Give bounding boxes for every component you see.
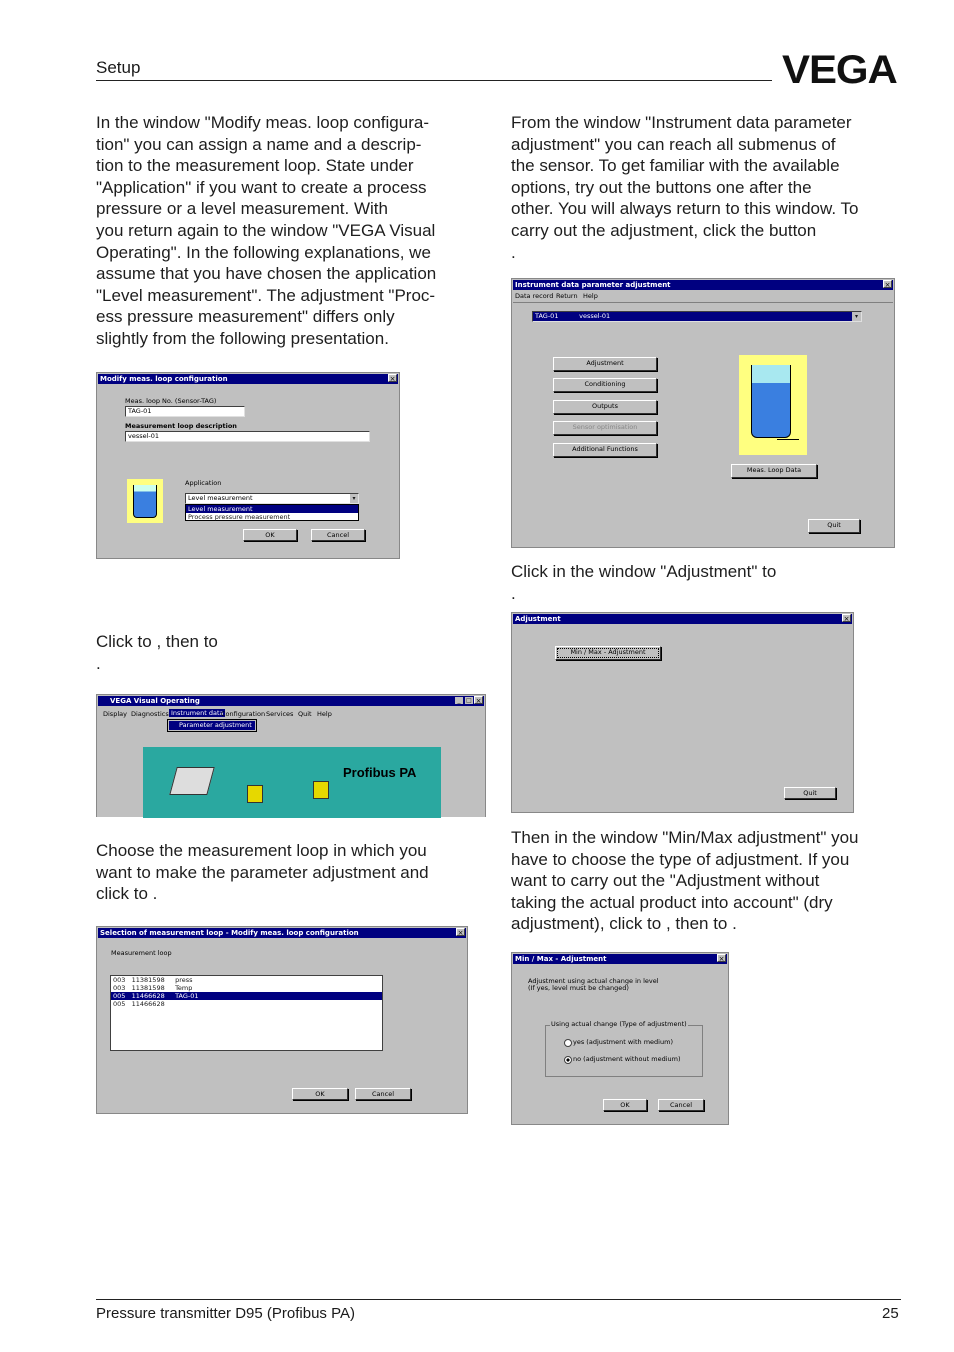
menu-diagnostics[interactable]: Diagnostics bbox=[131, 710, 169, 718]
banner-text: Profibus PA bbox=[343, 765, 417, 780]
param-adjust-window bbox=[511, 278, 895, 548]
no-label: no (adjustment without medium) bbox=[573, 1055, 681, 1063]
menu-help[interactable]: Help bbox=[317, 710, 332, 718]
desc-field[interactable]: vessel-01 bbox=[125, 431, 370, 442]
option-pressure[interactable]: Process pressure measurement bbox=[188, 513, 291, 521]
footer-rule bbox=[96, 1299, 901, 1300]
outputs-button[interactable]: Outputs bbox=[553, 400, 657, 414]
cancel-button[interactable]: Cancel bbox=[355, 1088, 411, 1100]
meas-loop-data-button[interactable]: Meas. Loop Data bbox=[731, 464, 817, 478]
close-icon[interactable]: × bbox=[475, 697, 482, 705]
right-paragraph-2: Click in the window "Adjustment" to . bbox=[511, 562, 777, 603]
list-item-selected[interactable]: 005 11466628 TAG-01 bbox=[111, 992, 382, 1000]
tank-icon bbox=[127, 479, 163, 523]
menu-return[interactable]: Return bbox=[556, 292, 578, 300]
close-icon[interactable]: × bbox=[884, 281, 891, 289]
additional-functions-button[interactable]: Additional Functions bbox=[553, 443, 657, 457]
menu-data-record[interactable]: Data record bbox=[515, 292, 554, 300]
list-item[interactable]: 003 11381598 Temp bbox=[113, 984, 193, 992]
header-section: Setup bbox=[96, 58, 141, 77]
option-level[interactable]: Level measurement bbox=[186, 505, 358, 513]
ok-button[interactable]: OK bbox=[603, 1099, 647, 1111]
radio-no-selected[interactable] bbox=[564, 1056, 572, 1064]
question-line-2: (If yes, level must be changed) bbox=[528, 984, 629, 992]
left-paragraph-3: Choose the measurement loop in which you want to make the parameter adjustment and click to . bbox=[96, 841, 429, 904]
ok-button[interactable]: OK bbox=[243, 529, 297, 541]
window-title: VEGA Visual Operating bbox=[98, 696, 484, 706]
window-title: Instrument data parameter adjustment bbox=[513, 280, 893, 290]
app-select[interactable]: Level measurement bbox=[185, 493, 359, 504]
menu-help[interactable]: Help bbox=[583, 292, 598, 300]
quit-button[interactable]: Quit bbox=[784, 787, 836, 799]
list-item[interactable]: 005 11466628 bbox=[113, 1000, 165, 1008]
chevron-down-icon[interactable]: ▾ bbox=[852, 312, 861, 321]
close-icon[interactable]: × bbox=[843, 615, 850, 623]
menu-instrument-data[interactable]: Instrument data bbox=[171, 709, 224, 717]
sensor-optimisation-button: Sensor optimisation bbox=[553, 421, 657, 435]
window-title: Modify meas. loop configuration bbox=[98, 374, 398, 384]
window-title: Selection of measurement loop - Modify meas. loop configuration bbox=[98, 928, 466, 938]
minmax-adjustment-button[interactable]: Min / Max - Adjustment bbox=[555, 646, 661, 660]
page-number: 25 bbox=[882, 1305, 899, 1322]
close-icon[interactable]: × bbox=[718, 955, 725, 963]
sensor-icon bbox=[247, 785, 263, 803]
right-paragraph-3: Then in the window "Min/Max adjustment" you have to choose the type of adjustment. If you want to carry out the "Adjustment without taking the actual product into account" (dry adjustment), click to , then to . bbox=[511, 828, 859, 934]
vvo-window bbox=[96, 694, 486, 817]
header-rule bbox=[96, 80, 772, 81]
minimize-icon[interactable]: _ bbox=[455, 697, 463, 704]
desc-label: Measurement loop description bbox=[125, 422, 237, 430]
right-paragraph-1: From the window "Instrument data parameter adjustment" you can reach all submenus of the sensor. To get familiar with the available options, try out the buttons one after the other. You will always return to this window. To carry out the adjustment, click the button . bbox=[511, 113, 859, 262]
app-dropdown-list bbox=[185, 504, 359, 521]
menu-services[interactable]: Services bbox=[266, 710, 294, 718]
quit-button[interactable]: Quit bbox=[808, 519, 860, 533]
footer-title: Pressure transmitter D95 (Profibus PA) bbox=[96, 1305, 355, 1322]
adjustment-type-group bbox=[545, 1025, 703, 1077]
menu-configuration[interactable]: Configuration bbox=[221, 710, 266, 718]
maximize-icon[interactable]: □ bbox=[466, 697, 472, 704]
app-label: Application bbox=[185, 479, 222, 487]
modify-loop-window bbox=[96, 372, 400, 559]
loop-list[interactable] bbox=[110, 975, 383, 1051]
cancel-button[interactable]: Cancel bbox=[658, 1099, 704, 1111]
adjustment-window bbox=[511, 612, 854, 813]
sensor-icon bbox=[313, 781, 329, 799]
close-icon[interactable]: × bbox=[457, 929, 464, 937]
scene-panel bbox=[143, 747, 441, 818]
ok-button[interactable]: OK bbox=[292, 1088, 348, 1100]
menu-quit[interactable]: Quit bbox=[298, 710, 312, 718]
adjustment-button[interactable]: Adjustment bbox=[553, 357, 657, 371]
left-paragraph-1: In the window "Modify meas. loop configura- tion" you can assign a name and a descrip- tion to the measurement loop. State under "Application" if you want to create a process pressure or a level measurement. With you return again to the window "VEGA Visual Operating". In the following explanations, we assume that you have chosen the application "Level measurement". The adjustment "Proc- ess pressure measurement" differs only slightly from the following presentation. bbox=[96, 113, 437, 348]
vega-logo: VEGA bbox=[782, 48, 897, 92]
conditioning-button[interactable]: Conditioning bbox=[553, 378, 657, 392]
measurement-loop-label: Measurement loop bbox=[111, 949, 172, 957]
loop-select[interactable]: TAG-01 vessel-01 bbox=[532, 311, 862, 322]
window-title: Adjustment bbox=[513, 614, 852, 624]
tank-icon bbox=[739, 355, 807, 455]
yes-label: yes (adjustment with medium) bbox=[573, 1038, 673, 1046]
list-item[interactable]: 003 11381598 press bbox=[113, 976, 193, 984]
left-paragraph-2: Click to , then to . bbox=[96, 632, 218, 673]
menu-divider bbox=[513, 302, 893, 303]
radio-yes[interactable] bbox=[564, 1039, 572, 1047]
submenu-popup bbox=[167, 719, 257, 732]
laptop-icon bbox=[169, 767, 215, 795]
menu-display[interactable]: Display bbox=[103, 710, 127, 718]
group-label: Using actual change (Type of adjustment) bbox=[551, 1020, 687, 1028]
submenu-parameter-adjustment[interactable]: Parameter adjustment bbox=[169, 721, 255, 730]
question-line-1: Adjustment using actual change in level bbox=[528, 977, 659, 985]
close-icon[interactable]: × bbox=[389, 375, 396, 383]
select-loop-window bbox=[96, 926, 468, 1114]
cancel-button[interactable]: Cancel bbox=[311, 529, 365, 541]
minmax-window bbox=[511, 952, 729, 1125]
chevron-down-icon[interactable]: ▾ bbox=[350, 494, 358, 503]
loop-no-field[interactable]: TAG-01 bbox=[125, 406, 245, 417]
loop-no-label: Meas. loop No. (Sensor-TAG) bbox=[125, 397, 217, 405]
window-title: Min / Max - Adjustment bbox=[513, 954, 727, 964]
